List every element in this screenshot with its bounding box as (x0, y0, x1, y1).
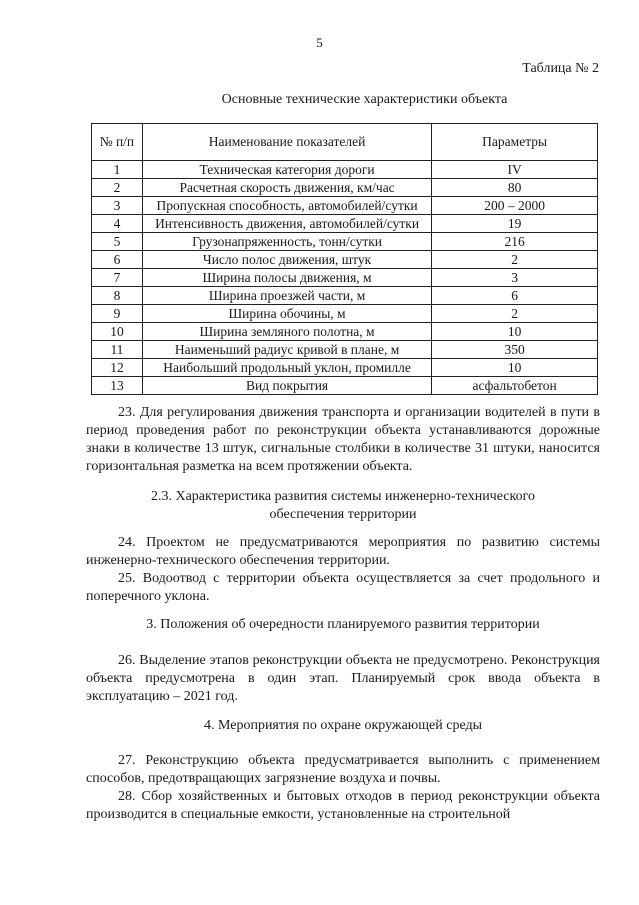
row-name-cell: Ширина обочины, м (142, 305, 431, 323)
section-heading-2-3-line2: обеспечения территории (269, 507, 417, 522)
paragraph-28-text: 28. Сбор хозяйственных и бытовых отходов в период реконструкции объекта производится в специальные емкости, установленные на строительной (86, 789, 600, 822)
row-number-cell: 4 (92, 215, 143, 233)
row-value-cell: 2 (432, 305, 598, 323)
table-row (92, 251, 598, 269)
table-row (92, 323, 598, 341)
row-value-cell: 80 (432, 179, 598, 197)
row-number-cell: 2 (92, 179, 143, 197)
paragraph-25-text: 25. Водоотвод с территории объекта осуществляется за счет продольного и поперечного уклона. (86, 571, 600, 604)
table-row (92, 305, 598, 323)
header-number: № п/п (92, 124, 143, 161)
row-number-cell: 1 (92, 161, 143, 179)
row-name-cell: Наименьший радиус кривой в плане, м (142, 341, 431, 359)
row-name-cell: Ширина полосы движения, м (142, 269, 431, 287)
paragraph-26-text: 26. Выделение этапов реконструкции объекта не предусмотрено. Реконструкция объекта предусмотрена в один этап. Планируемый срок ввода объекта в эксплуатацию – 2021 год. (86, 653, 600, 704)
row-value-cell: асфальтобетон (432, 377, 598, 395)
paragraph-26 (86, 652, 600, 706)
section-heading-4: 4. Мероприятия по охране окружающей среды (203, 718, 483, 733)
row-value-cell: 350 (432, 341, 598, 359)
row-number-cell: 5 (92, 233, 143, 251)
paragraph-27-text: 27. Реконструкцию объекта предусматривается выполнить с применением способов, предотвращающих загрязнение воздуха и почвы. (86, 753, 600, 786)
row-number-cell: 10 (92, 323, 143, 341)
row-value-cell: 3 (432, 269, 598, 287)
paragraphs-24-25 (86, 534, 600, 606)
row-name-cell: Техническая категория дороги (142, 161, 431, 179)
table-row (92, 179, 598, 197)
page-number: 5 (316, 35, 323, 50)
table-row (92, 377, 598, 395)
paragraph-23 (86, 404, 600, 476)
row-number-cell: 8 (92, 287, 143, 305)
table-row (92, 215, 598, 233)
row-number-cell: 6 (92, 251, 143, 269)
row-name-cell: Интенсивность движения, автомобилей/сутки (142, 215, 431, 233)
row-value-cell: 10 (432, 323, 598, 341)
table-row (92, 161, 598, 179)
table-label: Таблица № 2 (522, 61, 599, 76)
row-name-cell: Число полос движения, штук (142, 251, 431, 269)
row-value-cell: 10 (432, 359, 598, 377)
section-heading-2-3-line1: 2.3. Характеристика развития системы инженерно-технического (150, 489, 535, 504)
row-value-cell: IV (432, 161, 598, 179)
section-heading-2-3 (86, 488, 600, 524)
row-number-cell: 13 (92, 377, 143, 395)
row-name-cell: Расчетная скорость движения, км/час (142, 179, 431, 197)
row-number-cell: 9 (92, 305, 143, 323)
table-title: Основные технические характеристики объекта (221, 92, 508, 107)
row-number-cell: 12 (92, 359, 143, 377)
row-value-cell: 216 (432, 233, 598, 251)
table-header-row (92, 124, 598, 161)
row-number-cell: 7 (92, 269, 143, 287)
row-value-cell: 19 (432, 215, 598, 233)
table-row (92, 341, 598, 359)
paragraph-23-text: 23. Для регулирования движения транспорта и организации водителей в пути в период проведения работ по реконструкции объекта устанавливаются дорожные знаки в количестве 13 штук, сигнальные столбики в количестве 31 штуки, наносится горизонтальная разметка на всем протяжении объекта. (86, 405, 600, 474)
paragraph-24-text: 24. Проектом не предусматриваются мероприятия по развитию системы инженерно-технического обеспечения территории. (86, 535, 600, 568)
table-row (92, 287, 598, 305)
table-row (92, 233, 598, 251)
row-name-cell: Вид покрытия (142, 377, 431, 395)
row-value-cell: 200 – 2000 (432, 197, 598, 215)
row-name-cell: Грузонапряженность, тонн/сутки (142, 233, 431, 251)
section-heading-3: 3. Положения об очередности планируемого развития территории (146, 617, 540, 632)
specs-table (91, 123, 598, 395)
row-name-cell: Ширина земляного полотна, м (142, 323, 431, 341)
header-parameters: Параметры (432, 124, 598, 161)
row-value-cell: 2 (432, 251, 598, 269)
row-name-cell: Пропускная способность, автомобилей/сутки (142, 197, 431, 215)
row-name-cell: Наибольший продольный уклон, промилле (142, 359, 431, 377)
row-number-cell: 3 (92, 197, 143, 215)
row-value-cell: 6 (432, 287, 598, 305)
row-number-cell: 11 (92, 341, 143, 359)
table-row (92, 269, 598, 287)
header-name: Наименование показателей (142, 124, 431, 161)
paragraphs-27-28 (86, 752, 600, 824)
row-name-cell: Ширина проезжей части, м (142, 287, 431, 305)
table-row (92, 359, 598, 377)
table-row (92, 197, 598, 215)
